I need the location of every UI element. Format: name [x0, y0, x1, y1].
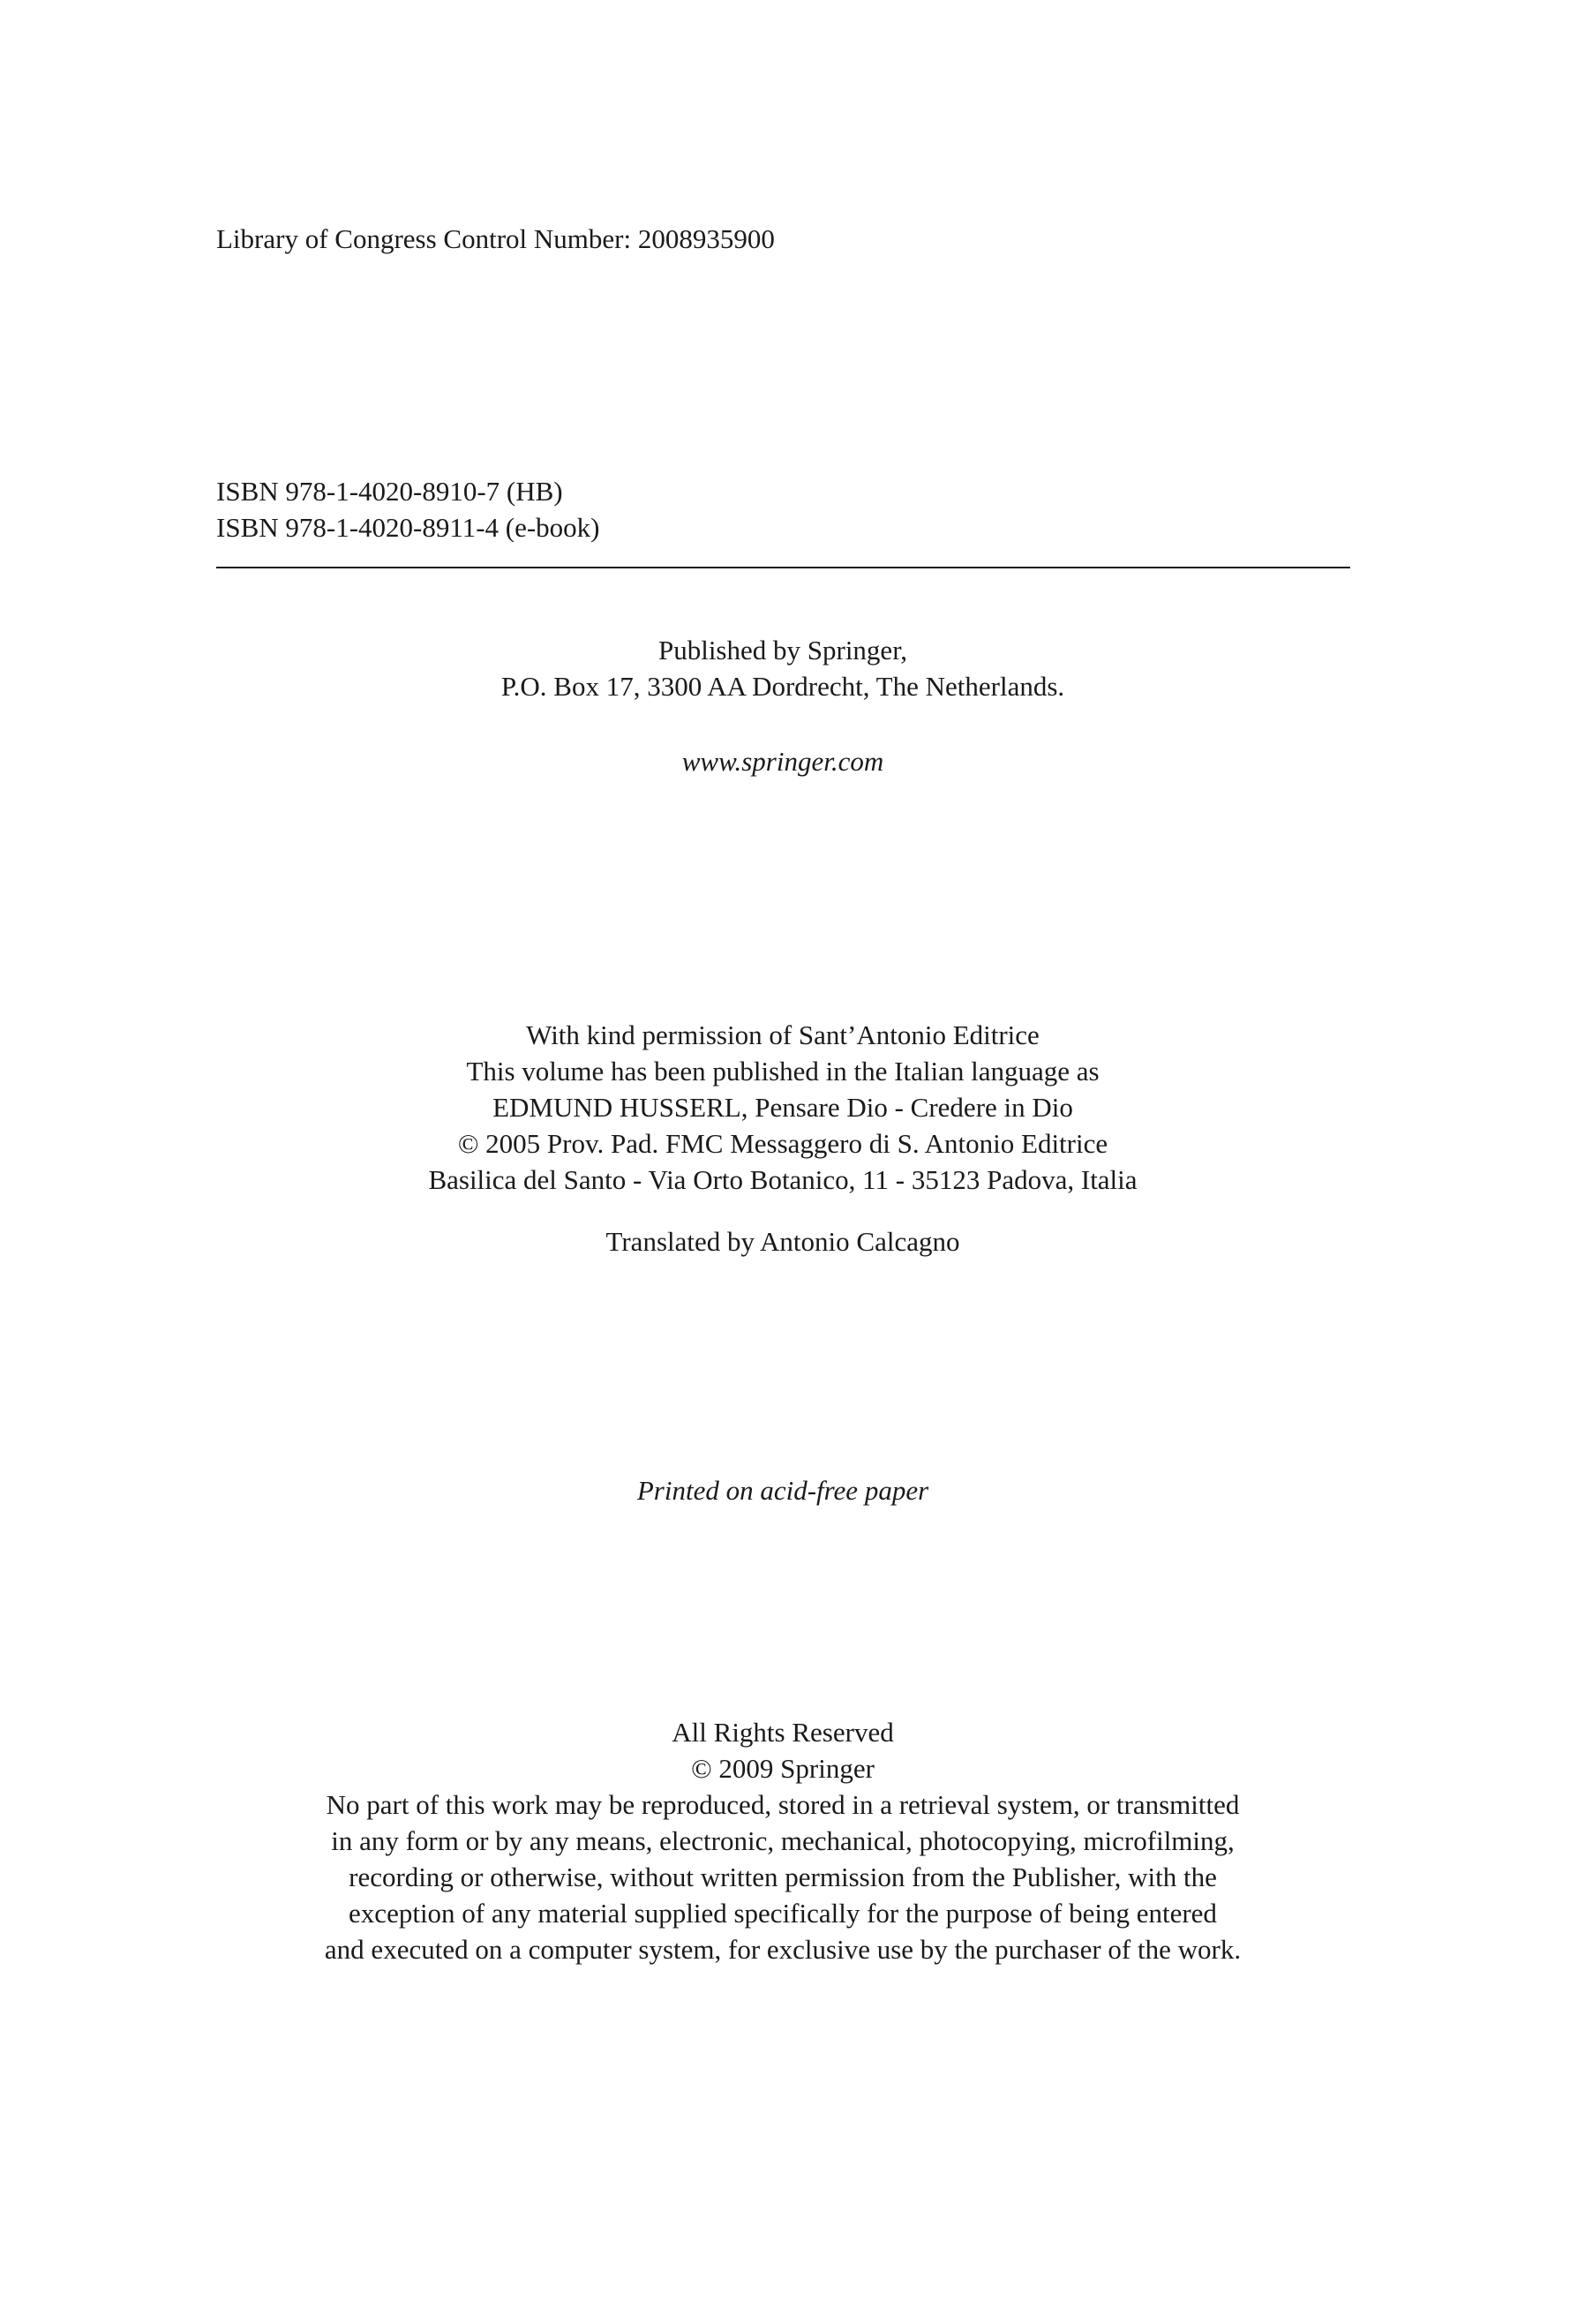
rights-text-line: exception of any material supplied specifically for the purpose of being entered: [349, 1898, 1217, 1929]
permission-line: EDMUND HUSSERL, Pensare Dio - Credere in Dio: [492, 1092, 1073, 1123]
rights-text-line: and executed on a computer system, for exclusive use by the purchaser of the work.: [324, 1934, 1242, 1965]
isbn-ebook: ISBN 978-1-4020-8911-4 (e-book): [216, 512, 600, 543]
permission-line: This volume has been published in the Italian language as: [466, 1056, 1100, 1087]
rights-block: [0, 1714, 1566, 1967]
lccn-block: [216, 221, 775, 257]
rights-text-line: recording or otherwise, without written permission from the Publisher, with the: [349, 1861, 1217, 1892]
website-block: [0, 743, 1566, 779]
paper-note: Printed on acid-free paper: [636, 1475, 929, 1506]
lccn-line: Library of Congress Control Number: 2008935900: [216, 223, 775, 254]
isbn-hardback: ISBN 978-1-4020-8910-7 (HB): [216, 476, 563, 507]
rights-text-line: in any form or by any means, electronic, mechanical, photocopying, microfilming,: [331, 1825, 1235, 1856]
publisher-name: Published by Springer,: [657, 635, 908, 666]
permission-line: Basilica del Santo - Via Orto Botanico, 11 - 35123 Padova, Italia: [428, 1164, 1138, 1195]
rights-heading: All Rights Reserved: [672, 1717, 894, 1748]
permission-line: © 2005 Prov. Pad. FMC Messaggero di S. Antonio Editrice: [457, 1128, 1108, 1159]
rights-text-line: No part of this work may be reproduced, stored in a retrieval system, or transmitted: [326, 1789, 1240, 1820]
translator-block: [0, 1223, 1566, 1260]
rights-copyright: © 2009 Springer: [691, 1753, 875, 1784]
publisher-website: www.springer.com: [681, 746, 884, 777]
permission-block: [0, 1017, 1566, 1198]
permission-line: With kind permission of Sant’Antonio Editrice: [526, 1019, 1040, 1050]
publisher-block: [0, 632, 1566, 704]
translator-line: Translated by Antonio Calcagno: [605, 1226, 960, 1257]
isbn-block: [216, 473, 600, 545]
publisher-address: P.O. Box 17, 3300 AA Dordrecht, The Netherlands.: [500, 671, 1065, 702]
divider-rule: [216, 567, 1350, 568]
paper-note-block: [0, 1472, 1566, 1508]
